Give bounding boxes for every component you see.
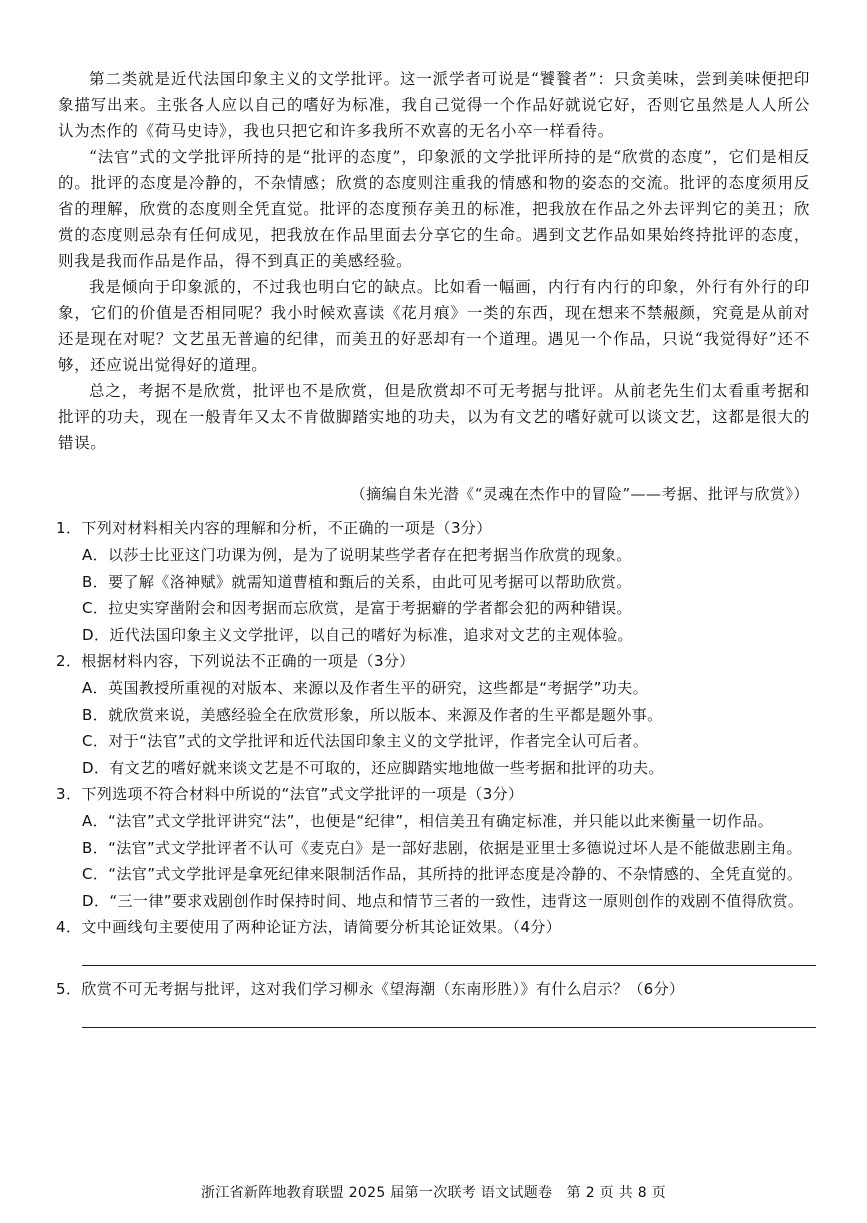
passage-paragraph: 总之，考据不是欣赏，批评也不是欣赏，但是欣赏却不可无考据与批评。从前老先生们太看重考据和批评的功夫，现在一般青年又太不肯做脚踏实地的功夫，以为有文艺的嗜好就可以谈文艺，这都是很大的错误。 (58, 382, 810, 452)
option-c: C．“法官”式文学批评是拿死纪律来限制活作品，其所持的批评态度是冷静的、不杂情感的、全凭直觉的。 (82, 865, 803, 883)
question-list (56, 515, 816, 1028)
question-stem: 2．根据材料内容，下列说法不正确的一项是（3分） (56, 652, 415, 670)
answer-line[interactable] (82, 1027, 816, 1028)
passage-source: （摘编自朱光潜《“灵魂在杰作中的冒险”——考据、批评与欣赏》） (350, 485, 809, 503)
question-2 (56, 648, 816, 781)
option-b: B．就欣赏来说，美感经验全在欣赏形象，所以版本、来源及作者的生平都是题外事。 (82, 705, 663, 724)
question-3 (56, 781, 816, 914)
question-4 (56, 914, 816, 976)
option-d: D．有文艺的嗜好就来谈文艺是不可取的，还应脚踏实地地做一些考据和批评的功夫。 (82, 758, 664, 777)
question-stem: 4．文中画线句主要使用了两种论证方法，请简要分析其论证效果。（4分） (56, 918, 562, 936)
option-b: B．要了解《洛神赋》就需知道曹植和甄后的关系，由此可见考据可以帮助欣赏。 (82, 572, 632, 591)
option-c: C．拉史实穿凿附会和因考据而忘欣赏，是富于考据癖的学者都会犯的两种错误。 (82, 599, 632, 617)
passage-paragraph: 第二类就是近代法国印象主义的文学批评。这一派学者可说是“饕餮者”：只贪美味，尝到美味便把印象描写出来。主张各人应以自己的嗜好为标准，我自己觉得一个作品好就说它好，否则它虽然是人人所公认为杰作的《荷马史诗》，我也只把它和许多我所不欢喜的无名小卒一样看待。 (58, 70, 810, 140)
page-footer: 浙江省新阵地教育联盟 2025 届第一次联考 语文试题卷 第 2 页 共 8 页 (200, 1185, 667, 1201)
option-a: A．以莎士比亚这门功课为例，是为了说明某些学者存在把考据当作欣赏的现象。 (82, 546, 632, 564)
option-c: C．对于“法官”式的文学批评和近代法国印象主义的文学批评，作者完全认可后者。 (82, 732, 649, 750)
question-stem: 5．欣赏不可无考据与批评，这对我们学习柳永《望海潮（东南形胜）》有什么启示？（6分） (56, 980, 685, 998)
option-b: B．“法官”式文学批评者不认可《麦克白》是一部好悲剧，依据是亚里士多德说过坏人是不能做悲剧主角。 (82, 838, 803, 857)
question-1 (56, 515, 816, 648)
option-a: A．“法官”式文学批评讲究“法”，也便是“纪律”，相信美丑有确定标准，并只能以此来衡量一切作品。 (82, 812, 774, 830)
question-5 (56, 976, 816, 1028)
question-stem: 1．下列对材料相关内容的理解和分析，不正确的一项是（3分） (56, 519, 492, 537)
passage-paragraph: “法官”式的文学批评所持的是“批评的态度”，印象派的文学批评所持的是“欣赏的态度”，它们是相反的。批评的态度是冷静的，不杂情感；欣赏的态度则注重我的情感和物的姿态的交流。批评的态度须用反省的理解，欣赏的态度则全凭直觉。批评的态度预存美丑的标准，把我放在作品之外去评判它的美丑；欣赏的态度则忌杂有任何成见，把我放在作品里面去分享它的生命。遇到文艺作品如果始终持批评的态度，则我是我而作品是作品，得不到真正的美感经验。 (58, 148, 810, 270)
option-d: D．“三一律”要求戏剧创作时保持时间、地点和情节三者的一致性，违背这一原则创作的戏剧不值得欣赏。 (82, 891, 804, 910)
passage-paragraph: 我是倾向于印象派的，不过我也明白它的缺点。比如看一幅画，内行有内行的印象，外行有外行的印象，它们的价值是否相同呢？我小时候欢喜读《花月痕》一类的东西，现在想来不禁赧颜，究竟是从前对还是现在对呢？文艺虽无普遍的纪律，而美丑的好恶却有一个道理。遇见一个作品，只说“我觉得好”还不够，还应说出觉得好的道理。 (58, 278, 810, 374)
question-stem: 3．下列选项不符合材料中所说的“法官”式文学批评的一项是（3分） (56, 785, 524, 803)
option-d: D．近代法国印象主义文学批评，以自己的嗜好为标准，追求对文艺的主观体验。 (82, 625, 633, 644)
reading-passage (58, 66, 810, 456)
option-a: A．英国教授所重视的对版本、来源以及作者生平的研究，这些都是“考据学”功夫。 (82, 679, 649, 697)
